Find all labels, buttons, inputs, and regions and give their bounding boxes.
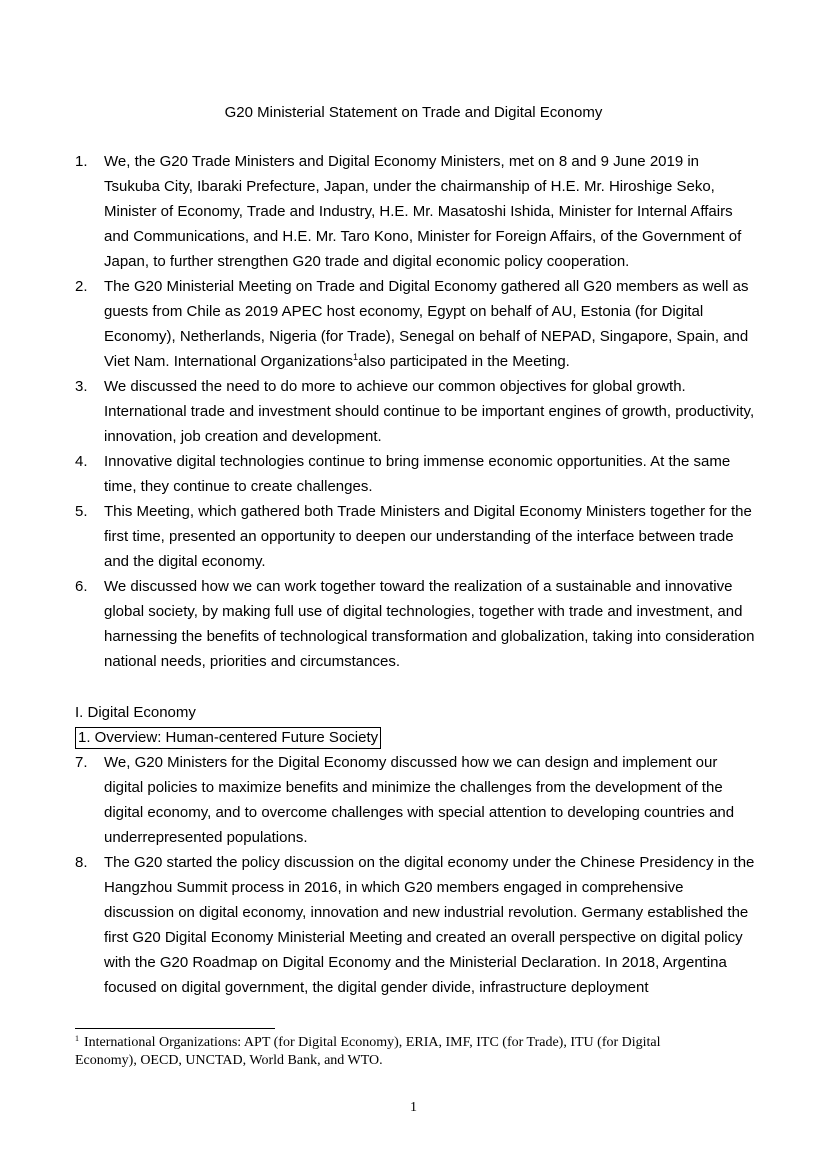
paragraph-6 bbox=[75, 574, 755, 674]
paragraph-8 bbox=[75, 850, 755, 1000]
paragraph-text-continued: also participated in the Meeting. bbox=[358, 353, 570, 370]
paragraph-7 bbox=[75, 750, 755, 850]
paragraph-number: 2. bbox=[75, 278, 88, 295]
paragraph-number: 4. bbox=[75, 453, 88, 470]
paragraph-text: We, G20 Ministers for the Digital Economy discussed how we can design and implement our digital policies to maximize benefits and minimize the challenges from the development of the digital economy, and to overcome challenges with special attention to developing countries and underrepresented populations. bbox=[104, 754, 735, 846]
paragraph-number: 5. bbox=[75, 503, 88, 520]
intro-paragraph-list bbox=[75, 149, 755, 674]
section-heading: I. Digital Economy bbox=[75, 704, 196, 721]
footnote-separator bbox=[75, 1028, 275, 1029]
section-paragraph-list bbox=[75, 750, 755, 1000]
paragraph-5 bbox=[75, 499, 755, 574]
footnote-text: International Organizations: APT (for Digital Economy), ERIA, IMF, ITC (for Trade), ITU (for Digital Economy), OECD, UNCTAD, World Bank, and WTO. bbox=[75, 1035, 661, 1068]
paragraph-text: The G20 started the policy discussion on the digital economy under the Chinese Presidency in the Hangzhou Summit process in 2016, in which G20 members engaged in comprehensive discussion on digital economy, innovation and new industrial revolution. Germany established the first G20 Digital Economy Ministerial Meeting and created an overall perspective on digital policy with the G20 Roadmap on Digital Economy and the Ministerial Declaration. In 2018, Argentina focused on digital government, the digital gender divide, infrastructure deployment bbox=[104, 854, 755, 996]
paragraph-text: We, the G20 Trade Ministers and Digital Economy Ministers, met on 8 and 9 June 2019 in Tsukuba City, Ibaraki Prefecture, Japan, under the chairmanship of H.E. Mr. Hiroshige Seko, Minister of Economy, Trade and Industry, H.E. Mr. Masatoshi Ishida, Minister for Internal Affairs and Communications, and H.E. Mr. Taro Kono, Minister for Foreign Affairs, of the Government of Japan, to further strengthen G20 trade and digital economic policy cooperation. bbox=[104, 153, 742, 270]
paragraph-number: 6. bbox=[75, 578, 88, 595]
paragraph-text: The G20 Ministerial Meeting on Trade and Digital Economy gathered all G20 members as well as guests from Chile as 2019 APEC host economy, Egypt on behalf of AU, Estonia (for Digital Economy), Netherlands, Nigeria (for Trade), Senegal on behalf of NEPAD, Singapore, Spain, and Viet Nam. International Organizations bbox=[104, 278, 749, 370]
paragraph-4 bbox=[75, 449, 755, 499]
footnote-mark: 1 bbox=[75, 1034, 79, 1043]
paragraph-text: Innovative digital technologies continue to bring immense economic opportunities. At the same time, they continue to create challenges. bbox=[104, 453, 731, 495]
paragraph-number: 7. bbox=[75, 754, 88, 771]
subsection-heading: 1. Overview: Human-centered Future Society bbox=[75, 727, 381, 749]
paragraph-number: 1. bbox=[75, 153, 88, 170]
paragraph-3 bbox=[75, 374, 755, 449]
paragraph-number: 3. bbox=[75, 378, 88, 395]
paragraph-text: This Meeting, which gathered both Trade Ministers and Digital Economy Ministers together for the first time, presented an opportunity to deepen our understanding of the interface between trade and the digital economy. bbox=[104, 503, 752, 570]
paragraph-1 bbox=[75, 149, 755, 274]
paragraph-text: We discussed how we can work together toward the realization of a sustainable and innovative global society, by making full use of digital technologies, together with trade and investment, and harnessing the benefits of technological transformation and globalization, taking into consideration national needs, priorities and circumstances. bbox=[104, 578, 755, 670]
footnote-reference[interactable]: 1 bbox=[353, 352, 359, 362]
document-title: G20 Ministerial Statement on Trade and Digital Economy bbox=[224, 104, 603, 121]
paragraph-number: 8. bbox=[75, 854, 88, 871]
paragraph-text: We discussed the need to do more to achieve our common objectives for global growth. International trade and investment should continue to be important engines of growth, productivity, innovation, job creation and development. bbox=[104, 378, 755, 445]
paragraph-2 bbox=[75, 274, 755, 374]
footnote bbox=[75, 1034, 715, 1070]
page-number: 1 bbox=[410, 1100, 417, 1115]
